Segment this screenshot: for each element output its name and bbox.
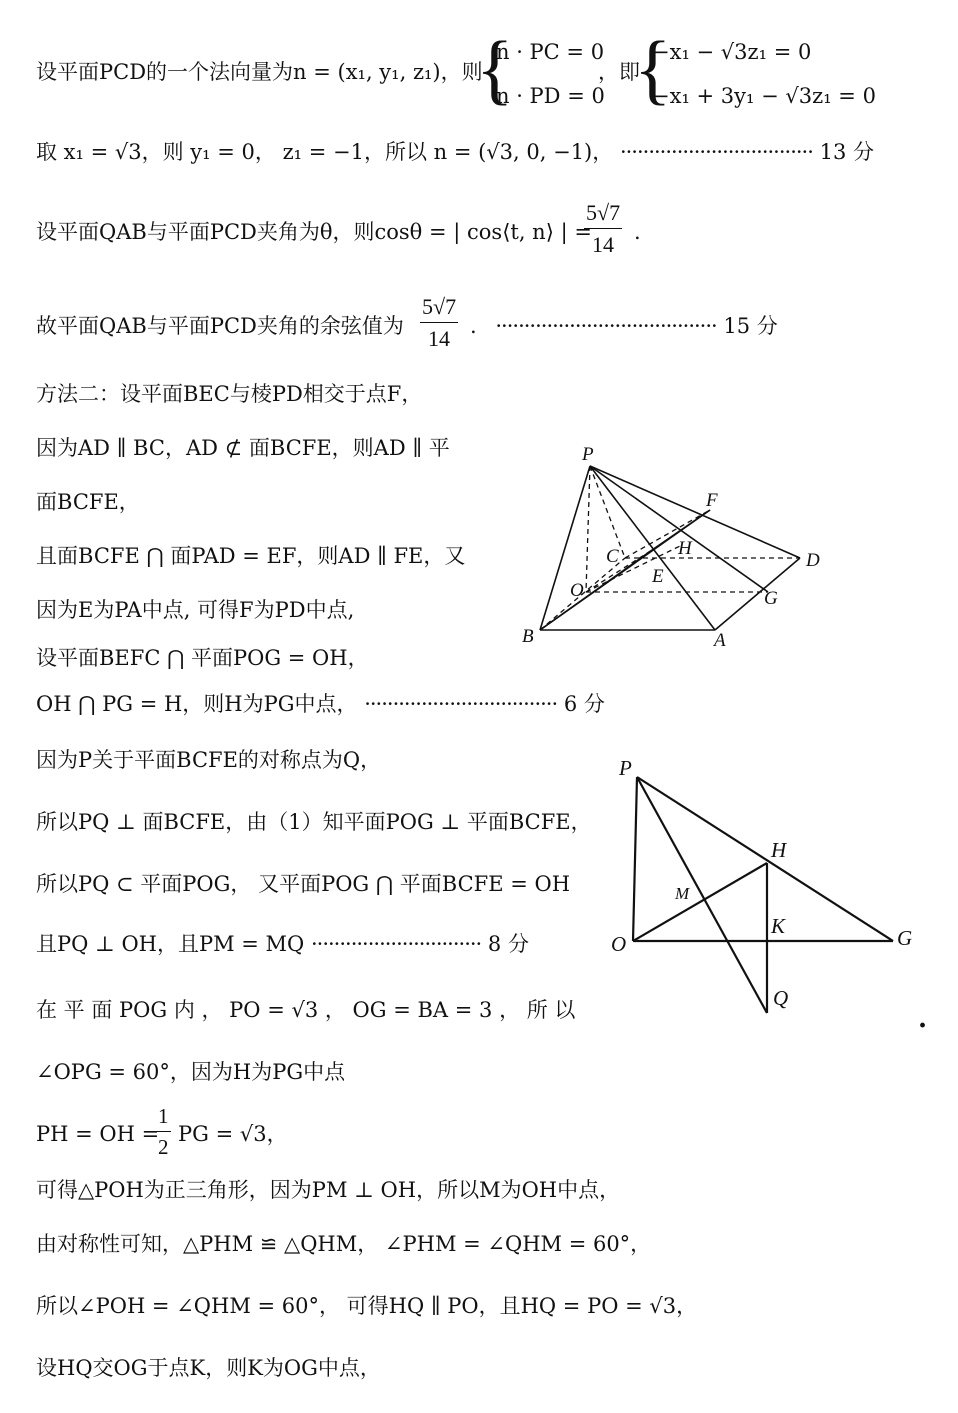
text-h-midpoint: OH ⋂ PG = H，则H为PG中点， (36, 692, 358, 716)
fraction-numerator: 1 (156, 1104, 171, 1132)
text-ji: ，即 (598, 60, 640, 84)
text-cos-theta: 设平面QAB与平面PCD夹角为θ，则cosθ = | cos⟨t, n⟩ | = (36, 220, 592, 244)
label-q2: Q (773, 986, 789, 1010)
label-d: D (806, 550, 820, 571)
line-pq-perp: 所以PQ ⊥ 面BCFE，由（1）知平面POG ⊥ 平面BCFE， (36, 810, 592, 834)
line-hq-parallel: 所以∠POH = ∠QHM = 60°， 可得HQ ∥ PO，且HQ = PO = √3， (36, 1294, 698, 1318)
label-o2: O (611, 932, 627, 956)
text-cos-value: 故平面QAB与平面PCD夹角的余弦值为 (36, 314, 404, 338)
text-period-4: . (470, 314, 477, 338)
text-pm-mq: 且PQ ⊥ OH，且PM = MQ (36, 932, 305, 956)
label-c: C (606, 546, 619, 567)
text-pg-root3: PG = √3， (178, 1122, 288, 1146)
label-p: P (582, 444, 594, 465)
line-cos-value (36, 316, 404, 337)
fraction-numerator: 5√7 (584, 200, 622, 229)
score-dots-8: ······························ (310, 932, 482, 956)
figure-pyramid (510, 440, 840, 660)
line-normal-vector (36, 62, 483, 83)
label-e: E (652, 566, 664, 587)
system2-row2: −x₁ + 3y₁ − √3z₁ = 0 (652, 84, 876, 108)
label-g2: G (897, 926, 913, 950)
label-h2: H (771, 838, 787, 862)
text-normal-vector-intro: 设平面PCD的一个法向量为n = (x₁, y₁, z₁)，则 (36, 60, 483, 84)
label-k2: K (771, 914, 786, 938)
segment-oh (633, 863, 767, 941)
text-period-3: . (634, 220, 641, 244)
label-g: G (764, 588, 778, 609)
edge-oe-dashed (586, 550, 652, 592)
line-symmetric-q: 因为P关于平面BCFE的对称点为Q， (36, 748, 382, 772)
label-h: H (678, 538, 692, 559)
edge-pb (540, 466, 590, 630)
line-method-two: 方法二：设平面BEC与棱PD相交于点F， (36, 382, 423, 406)
line-f-midpoint: 因为E为PA中点, 可得F为PD中点, (36, 598, 355, 622)
line-take-x1 (36, 142, 874, 163)
system1-row2: n · PD = 0 (496, 84, 605, 108)
line-pm-mq (36, 934, 529, 955)
text-take-x1: 取 x₁ = √3，则 y₁ = 0， z₁ = −1，所以 n = (√3, 0, −1)， (36, 140, 614, 164)
line-pq-subset: 所以PQ ⊂ 平面POG， 又平面POG ⋂ 平面BCFE = OH (36, 872, 571, 896)
label-b: B (522, 626, 534, 647)
line-intersection-ef: 且面BCFE ⋂ 面PAD = EF，则AD ∥ FE，又 (36, 544, 466, 568)
score-dots-15: ······································· (495, 314, 717, 338)
label-a: A (714, 630, 726, 651)
fraction-5root7-over-14-a (584, 200, 622, 258)
score-dots-13: ·································· (619, 140, 813, 164)
stray-dot: . (918, 1004, 928, 1034)
figure-triangle-pog (605, 755, 928, 1034)
line-h-midpoint (36, 694, 605, 715)
segment-pq (637, 777, 767, 1013)
brace-left-1: { (476, 25, 514, 112)
text-ph-oh: PH = OH = (36, 1122, 160, 1146)
fraction-denominator: 2 (158, 1135, 169, 1159)
edge-eb (540, 550, 652, 630)
edge-pd (590, 466, 800, 558)
system2-row1: −x₁ − √3z₁ = 0 (652, 40, 812, 64)
edge-cf-dashed (625, 510, 710, 558)
line-cos-theta (36, 222, 592, 243)
line-ad-parallel: 因为AD ∥ BC，AD ⊄ 面BCFE，则AD ∥ 平 (36, 436, 450, 460)
score-15: 15 分 (723, 314, 778, 338)
score-6: 6 分 (563, 692, 605, 716)
score-8: 8 分 (487, 932, 529, 956)
label-p2: P (619, 756, 632, 780)
edge-ad (715, 558, 800, 630)
line-plane-oh: 设平面BEFC ⋂ 平面POG = OH， (36, 646, 369, 670)
fraction-numerator: 5√7 (420, 294, 458, 323)
line-cos-value-tail (470, 316, 778, 337)
brace-left-2: { (634, 25, 672, 112)
score-13: 13 分 (819, 140, 874, 164)
line-congruent: 由对称性可知，△PHM ≌ △QHM， ∠PHM = ∠QHM = 60°， (36, 1232, 652, 1256)
label-f: F (706, 490, 718, 511)
line-k-midpoint: 设HQ交OG于点K，则K为OG中点， (36, 1356, 381, 1380)
label-m2: M (675, 884, 690, 903)
fraction-denominator: 14 (428, 326, 451, 351)
fraction-denominator: 14 (592, 232, 615, 257)
fraction-5root7-over-14-b (420, 294, 458, 352)
segment-po (633, 777, 637, 941)
score-dots-6: ·································· (364, 692, 558, 716)
line-po-og: 在 平 面 POG 内 ， PO = √3 ， OG = BA = 3 ， 所 以 (36, 998, 576, 1022)
system1-row1: n · PC = 0 (496, 40, 605, 64)
line-ph-oh (36, 1124, 159, 1145)
line-plane-bcfe: 面BCFE， (36, 490, 140, 514)
fraction-one-half (156, 1104, 171, 1160)
line-equilateral: 可得△POH为正三角形，因为PM ⊥ OH，所以M为OH中点， (36, 1178, 621, 1202)
edge-po-dashed (586, 466, 590, 592)
line-angle-opg: ∠OPG = 60°，因为H为PG中点 (36, 1060, 346, 1084)
label-o: O (570, 580, 584, 601)
